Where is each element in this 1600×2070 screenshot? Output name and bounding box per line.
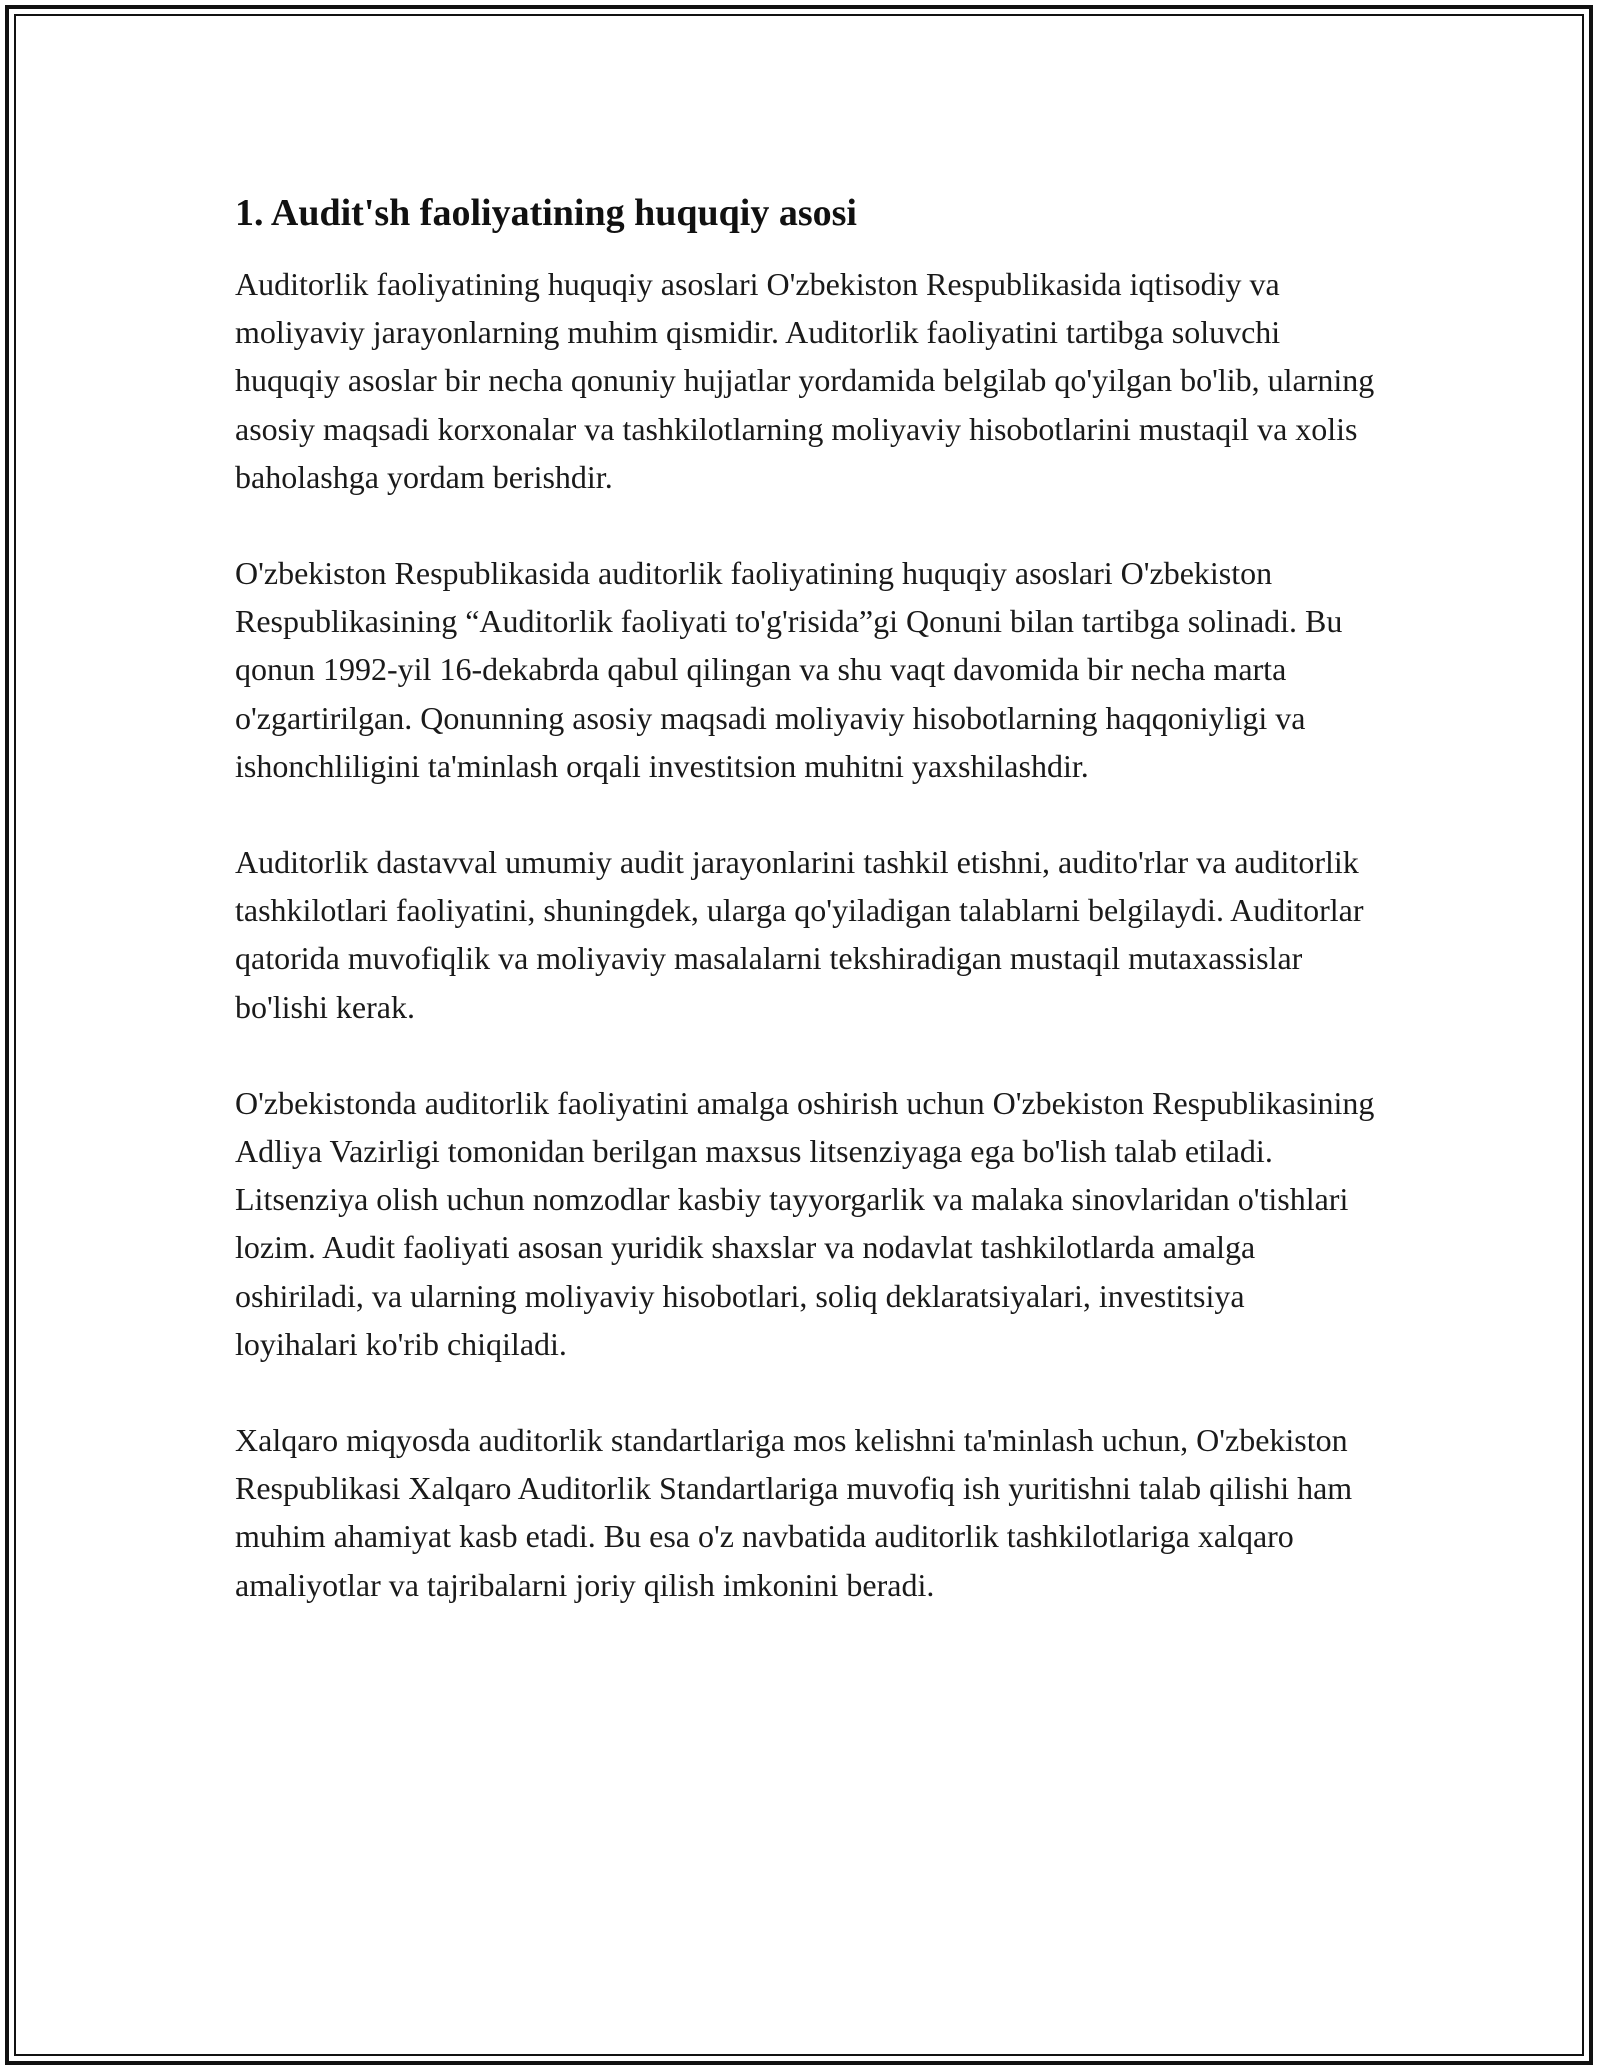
paragraph-international-standards: Xalqaro miqyosda auditorlik standartlariga mos kelishni ta'minlash uchun, O'zbekiston Respublikasi Xalqaro Auditorlik Standartlariga muvofiq ish yuritishni talab qilishi ham muhim ahamiyat kasb etadi. Bu esa o'z navbatida auditorlik tashkilotlariga xalqaro amaliyotlar va tajribalarni joriy qilish imkonini beradi. <box>235 1422 1353 1603</box>
paragraph-audit-requirements: Auditorlik dastavval umumiy audit jarayonlarini tashkil etishni, audito'rlar va auditorlik tashkilotlari faoliyatini, shuningdek, ularga qo'yiladigan talablarni belgilaydi. Auditorlar qatorida muvofiqlik va moliyaviy masalalarni tekshiradigan mustaqil mutaxassislar bo'lishi kerak. <box>235 844 1364 1025</box>
document-body <box>235 188 1375 1657</box>
paragraph-licensing: O'zbekistonda auditorlik faoliyatini amalga oshirish uchun O'zbekiston Respublikasining Adliya Vazirligi tomonidan berilgan maxsus litsenziyaga ega bo'lish talab etiladi. Litsenziya olish uchun nomzodlar kasbiy tayyorgarlik va malaka sinovlaridan o'tishlari lozim. Audit faoliyati asosan yuridik shaxslar va nodavlat tashkilotlarda amalga oshiriladi, va ularning moliyaviy hisobotlari, soliq deklaratsiyalari, investitsiya loyihalari ko'rib chiqiladi. <box>235 1084 1375 1362</box>
paragraph-audit-law: O'zbekiston Respublikasida auditorlik faoliyatining huquqiy asoslari O'zbekiston Respublikasining “Auditorlik faoliyati to'g'risida”gi Qonuni bilan tartibga solinadi. Bu qonun 1992-yil 16-dekabrda qabul qilingan va shu vaqt davomida bir necha marta o'zgartirilgan. Qonunning asosiy maqsadi moliyaviy hisobotlarning haqqoniyligi va ishonchliligini ta'minlash orqali investitsion muhitni yaxshilashdir. <box>235 555 1343 784</box>
section-heading: 1. Audit'sh faoliyatining huquqiy asosi <box>235 192 857 234</box>
paragraph-legal-basis-intro: Auditorlik faoliyatining huquqiy asoslari O'zbekiston Respublikasida iqtisodiy va moliyaviy jarayonlarning muhim qismidir. Auditorlik faoliyatini tartibga soluvchi huquqiy asoslar bir necha qonuniy hujjatlar yordamida belgilab qo'yilgan bo'lib, ularning asosiy maqsadi korxonalar va tashkilotlarning moliyaviy hisobotlarini mustaqil va xolis baholashga yordam berishdir. <box>235 266 1375 495</box>
